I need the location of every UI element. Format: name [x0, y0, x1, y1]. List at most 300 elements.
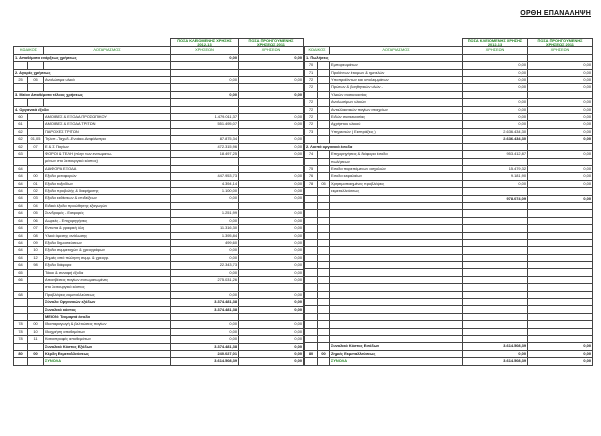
account-code — [305, 247, 318, 254]
account-name — [330, 225, 463, 232]
account-code — [14, 313, 28, 320]
account-name — [330, 313, 463, 320]
account-code — [305, 284, 318, 291]
current-year-value — [463, 210, 528, 217]
account-code — [305, 299, 318, 306]
current-year-value — [463, 202, 528, 209]
sub-code — [318, 269, 330, 276]
account-name — [330, 210, 463, 217]
current-year-value — [463, 321, 528, 328]
account-name — [330, 232, 463, 239]
table-row — [14, 54, 304, 61]
account-code — [14, 284, 28, 291]
previous-year-value: 0,00 — [239, 180, 304, 187]
previous-year-value — [239, 202, 304, 209]
previous-year-value: 0,00 — [239, 232, 304, 239]
account-code: 76 — [305, 173, 318, 180]
table-row — [14, 247, 304, 254]
current-year-value — [171, 69, 239, 76]
table-row — [14, 151, 304, 158]
account-code: 64 — [14, 173, 28, 180]
previous-year-value — [528, 262, 593, 269]
previous-year-value: 0,00 — [239, 269, 304, 276]
account-code: 78 — [14, 336, 28, 343]
current-year-value — [463, 269, 528, 276]
table-row — [305, 232, 593, 239]
current-year-value: 0,00 — [171, 254, 239, 261]
previous-year-value — [239, 313, 304, 320]
previous-year-value: 0,00 — [239, 239, 304, 246]
account-code — [305, 328, 318, 335]
table-row — [14, 165, 304, 172]
account-name: Δωρεές - Επιχορηγήσεις — [44, 217, 171, 224]
previous-year-value — [528, 202, 593, 209]
previous-year-value: 0,00 — [239, 151, 304, 158]
previous-year-value: 0,00 — [239, 291, 304, 298]
current-year-value: 0,00 — [171, 54, 239, 61]
current-year-value: 0,00 — [171, 91, 239, 98]
previous-year-value: 0,00 — [239, 276, 304, 283]
previous-year-value: 0,00 — [239, 351, 304, 358]
previous-year-value: 0,00 — [528, 114, 593, 121]
previous-year-value: 0,00 — [528, 77, 593, 84]
account-name: ΠΑΡΟΧΕΣ ΤΡΙΤΩΝ — [44, 128, 171, 135]
account-name: ΜΕΙΟΝ: Τεκμαρτά έσοδα — [44, 313, 171, 320]
previous-year-value: 0,00 — [239, 343, 304, 350]
current-year-value: 3.374.481,38 — [171, 299, 239, 306]
previous-year-value: 0,00 — [239, 247, 304, 254]
previous-year-value: 0,00 — [239, 121, 304, 128]
previous-year-value — [528, 299, 593, 306]
sub-code: 02 — [28, 188, 44, 195]
previous-year-value — [528, 54, 593, 61]
current-year-value — [463, 225, 528, 232]
table-row — [14, 284, 304, 291]
account-name: Συνολικό Κόστος Εξόδων — [44, 343, 171, 350]
account-code: 72 — [305, 114, 318, 121]
previous-year-value: 0,00 — [528, 121, 593, 128]
sub-code — [318, 299, 330, 306]
previous-year-value: 0,00 — [528, 358, 593, 366]
account-name — [330, 328, 463, 335]
account-code — [305, 210, 318, 217]
current-year-value: 22.343,73 — [171, 262, 239, 269]
previous-year-value: 0,00 — [528, 99, 593, 106]
sub-code — [318, 195, 330, 202]
current-year-value — [463, 247, 528, 254]
sub-code — [318, 335, 330, 342]
sub-code — [318, 106, 330, 113]
previous-year-value: 0,00 — [528, 180, 593, 187]
sub-code — [318, 173, 330, 180]
account-name: Χρησιμοποιημένες προβλέψεις — [330, 180, 463, 187]
sub-code — [318, 158, 330, 165]
account-name: Καταστροφές αποθεμάτων — [44, 336, 171, 343]
table-row — [305, 165, 593, 172]
sub-code: 98 — [28, 262, 44, 269]
current-year-value — [463, 335, 528, 342]
account-code — [305, 91, 318, 98]
account-code — [14, 158, 28, 165]
account-name: Ιδιοπαραγωγή & βελτιώσεις παγίων — [44, 321, 171, 328]
sub-code — [28, 276, 44, 283]
previous-year-value — [528, 91, 593, 98]
section-heading: 2. Αγορές χρήσεως — [14, 69, 171, 76]
current-year-value — [463, 313, 528, 320]
sub-code: 08 — [28, 232, 44, 239]
table-row — [14, 210, 304, 217]
previous-year-value: 0,00 — [239, 306, 304, 313]
account-code — [305, 262, 318, 269]
account-name: Εξοδα ταξειδίων — [44, 180, 171, 187]
account-code: 72 — [305, 99, 318, 106]
account-code: 68 — [14, 291, 28, 298]
table-row — [14, 195, 304, 202]
previous-year-value: 0,00 — [239, 358, 304, 365]
table-row — [305, 217, 593, 224]
previous-year-value: 0,00 — [239, 195, 304, 202]
account-code — [305, 343, 318, 350]
account-name: Κέρδη Εκμεταλλεύσεως — [44, 351, 171, 358]
account-code: 62 — [14, 143, 28, 150]
usage-header-cur: ΧΡΗΣΕΩΝ — [463, 47, 528, 54]
account-name: Εξοδα δημοσιεύσεων — [44, 239, 171, 246]
account-code: 64 — [14, 195, 28, 202]
previous-year-value — [528, 276, 593, 283]
account-name — [330, 195, 463, 202]
account-code: 71 — [305, 69, 318, 76]
table-row — [305, 69, 593, 76]
current-year-value: 0,00 — [463, 69, 528, 76]
account-name: στο λειτουργικό κόστος — [44, 284, 171, 291]
account-code — [305, 254, 318, 261]
account-code — [305, 202, 318, 209]
current-year-value — [463, 291, 528, 298]
previous-year-value — [239, 128, 304, 135]
table-row — [14, 143, 304, 150]
current-year-value: 0,00 — [171, 336, 239, 343]
previous-year-value — [239, 165, 304, 172]
sub-code — [318, 69, 330, 76]
column-header-row — [14, 47, 304, 54]
table-row — [14, 358, 304, 365]
table-row — [14, 180, 304, 187]
previous-year-value — [239, 69, 304, 76]
account-name: Αχρήστου υλικού — [330, 121, 463, 128]
current-year-value: 18.497,25 — [171, 151, 239, 158]
account-code — [305, 217, 318, 224]
current-year-value: 953.412,87 — [463, 151, 528, 158]
table-row — [14, 121, 304, 128]
account-code: 72 — [305, 77, 318, 84]
previous-year-value: 0,00 — [528, 136, 593, 143]
table-row — [305, 62, 593, 69]
account-name — [330, 202, 463, 209]
account-name — [330, 269, 463, 276]
current-year-value — [463, 54, 528, 61]
previous-year-value — [528, 247, 593, 254]
account-code: 64 — [14, 232, 28, 239]
sub-code — [318, 276, 330, 283]
account-name: μένων στο λειτουργικό κόστος) — [44, 158, 171, 165]
account-code: 64 — [14, 247, 28, 254]
sub-code — [28, 291, 44, 298]
current-year-value: 3.614.508,39 — [171, 358, 239, 365]
table-row — [305, 225, 593, 232]
current-year-value: 0,00 — [171, 291, 239, 298]
account-code: 72 — [305, 106, 318, 113]
current-year-value: 447.953,73 — [171, 173, 239, 180]
account-code — [305, 276, 318, 283]
expenses-table — [13, 38, 304, 366]
sub-code — [318, 62, 330, 69]
account-name: Ζημιές από πώληση συμμ. & χρεογρ. — [44, 254, 171, 261]
previous-year-value: 0,00 — [239, 254, 304, 261]
table-row — [14, 77, 304, 84]
account-name — [330, 299, 463, 306]
account-name: Συνδρομές - Εισφορές — [44, 210, 171, 217]
account-code: 72 — [305, 84, 318, 91]
account-code: 60 — [14, 114, 28, 121]
column-header-row — [305, 47, 593, 54]
current-year-value — [463, 91, 528, 98]
sub-code: 07 — [28, 225, 44, 232]
previous-year-value — [528, 284, 593, 291]
sub-code — [318, 306, 330, 313]
table-row — [305, 143, 593, 150]
sub-code: 09 — [28, 239, 44, 246]
account-name: Πρώτων & βοηθητικών υλών - — [330, 84, 463, 91]
table-row — [14, 128, 304, 135]
current-year-value: 3.614.508,39 — [463, 343, 528, 350]
current-year-value: 0,00 — [463, 99, 528, 106]
sub-code: 04 — [28, 202, 44, 209]
sub-code: 11 — [28, 336, 44, 343]
account-name: Ιδιοχρήση αποθεμάτων — [44, 328, 171, 335]
sub-code — [318, 239, 330, 246]
current-year-value — [463, 284, 528, 291]
account-code: 25 — [14, 77, 28, 84]
account-code: 64 — [14, 202, 28, 209]
previous-year-value — [239, 62, 304, 69]
current-year-value: 0,00 — [463, 84, 528, 91]
previous-year-value: 0,00 — [528, 151, 593, 158]
sub-code — [318, 321, 330, 328]
table-row — [14, 136, 304, 143]
current-year-value: 4.394,14 — [171, 180, 239, 187]
year-header-row — [305, 39, 593, 47]
account-code — [305, 195, 318, 202]
sub-code: 12 — [28, 254, 44, 261]
previous-year-value: 0,00 — [239, 262, 304, 269]
account-header: ΛΟΓΑΡΙΑΣΜΟΣ — [44, 47, 171, 54]
sub-code: 05 — [28, 210, 44, 217]
table-row — [305, 343, 593, 350]
previous-year-value: 0,00 — [239, 136, 304, 143]
previous-year-value — [528, 225, 593, 232]
account-code — [305, 306, 318, 313]
sub-code: 10 — [28, 247, 44, 254]
sub-code: 05 — [28, 77, 44, 84]
account-name: Εξοδα προβολής & διαφήμισης — [44, 188, 171, 195]
previous-year-value — [528, 254, 593, 261]
previous-year-value — [528, 217, 593, 224]
account-name: Αποσβέσεις παγίων ενσωματωμένες — [44, 276, 171, 283]
previous-year-value: 0,00 — [528, 343, 593, 350]
table-row — [305, 54, 593, 61]
section-heading: 1. Αποθέματα ενάρξεως χρήσεως — [14, 54, 171, 61]
table-row — [305, 77, 593, 84]
current-year-value — [463, 306, 528, 313]
sub-code — [318, 254, 330, 261]
table-row — [14, 306, 304, 313]
account-code — [305, 335, 318, 342]
sub-code — [28, 284, 44, 291]
previous-year-value — [528, 313, 593, 320]
sub-code — [28, 99, 44, 106]
account-name: ΑΜΟΙΒΕΣ & ΕΞΟΔΑ ΤΡΙΤΩΝ — [44, 121, 171, 128]
current-year-value: 0,00 — [463, 62, 528, 69]
account-name: ΣΥΝΟΛΑ — [44, 358, 171, 365]
table-row — [14, 254, 304, 261]
table-row — [305, 299, 593, 306]
table-row — [305, 328, 593, 335]
account-name: Προβλέψεις εκμεταλλεύσεως — [44, 291, 171, 298]
account-name: Εξοδα μεταφορών — [44, 173, 171, 180]
sub-code — [28, 343, 44, 350]
table-row — [14, 232, 304, 239]
account-code: 62 — [14, 136, 28, 143]
current-year-value: 0,00 — [171, 217, 239, 224]
sub-code — [28, 299, 44, 306]
current-year-value: 1.100,00 — [171, 188, 239, 195]
current-year-value: 2.636.434,30 — [463, 136, 528, 143]
account-name: ΑΜΟΙΒΕΣ & ΕΞΟΔΑ ΠΡΟΣΩΠΙΚΟΥ — [44, 114, 171, 121]
table-row — [14, 188, 304, 195]
sub-code — [318, 217, 330, 224]
current-year-value: 1.479.011,37 — [171, 114, 239, 121]
code-header: ΚΩΔΙΚΟΣ — [14, 47, 44, 54]
account-code — [14, 62, 28, 69]
table-row — [14, 328, 304, 335]
account-name: ΣΥΝΟΛΑ — [330, 358, 463, 366]
account-code — [14, 84, 28, 91]
account-name: Συνολικό Κόστος Εσόδων — [330, 343, 463, 350]
account-code — [305, 232, 318, 239]
previous-year-value: 0,00 — [239, 299, 304, 306]
sub-code — [28, 269, 44, 276]
table-row — [14, 217, 304, 224]
current-year-value: 0,00 — [171, 195, 239, 202]
account-code — [305, 158, 318, 165]
sub-code — [28, 62, 44, 69]
account-name — [330, 306, 463, 313]
sub-code: 00 — [28, 351, 44, 358]
account-code: 65 — [14, 269, 28, 276]
current-year-value: 1.395,84 — [171, 232, 239, 239]
table-row — [305, 291, 593, 298]
previous-year-value: 0,00 — [528, 62, 593, 69]
sub-code — [28, 358, 44, 365]
account-code — [305, 136, 318, 143]
sub-code — [318, 91, 330, 98]
sub-code — [318, 84, 330, 91]
sub-code: 07 — [28, 143, 44, 150]
current-year-value — [463, 158, 528, 165]
previous-year-value — [528, 210, 593, 217]
table-row — [14, 69, 304, 76]
table-row — [305, 358, 593, 366]
previous-year-value: 0,00 — [239, 173, 304, 180]
sub-code — [318, 202, 330, 209]
sub-code — [318, 121, 330, 128]
account-name: Υλικά άμεσης ανάλωσης — [44, 232, 171, 239]
account-code: 64 — [14, 225, 28, 232]
sub-code — [28, 313, 44, 320]
sub-code — [318, 343, 330, 350]
sub-code — [318, 262, 330, 269]
table-row — [14, 262, 304, 269]
previous-year-value: 0,00 — [528, 128, 593, 135]
account-code — [305, 269, 318, 276]
account-code: 78 — [305, 180, 318, 187]
previous-year-value: 0,00 — [528, 173, 593, 180]
account-code: 62 — [14, 128, 28, 135]
table-row — [305, 158, 593, 165]
previous-year-value: 0,00 — [239, 143, 304, 150]
current-year-value — [463, 262, 528, 269]
account-code: 66 — [14, 276, 28, 283]
sub-code — [318, 328, 330, 335]
table-row — [14, 99, 304, 106]
account-header: ΛΟΓΑΡΙΑΣΜΟΣ — [330, 47, 463, 54]
sub-code — [318, 313, 330, 320]
section-heading: 2. Λοιπά οργανικά έσοδα — [305, 143, 463, 150]
previous-year-value: 0,00 — [239, 336, 304, 343]
current-year-value — [463, 299, 528, 306]
account-name: Προϊόντων έτοιμων & ημιτελών — [330, 69, 463, 76]
current-year-value — [463, 276, 528, 283]
table-row — [305, 173, 593, 180]
sub-code — [28, 128, 44, 135]
table-row — [305, 128, 593, 135]
table-row — [305, 262, 593, 269]
current-year-value — [463, 143, 528, 150]
account-code: 64 — [14, 165, 28, 172]
previous-year-value: 0,00 — [528, 84, 593, 91]
current-year-value: 15.479,32 — [463, 165, 528, 172]
account-name: Υλικών συσκευασίας — [330, 91, 463, 98]
table-row — [305, 313, 593, 320]
account-code: 78 — [14, 328, 28, 335]
previous-year-value: 0,00 — [528, 350, 593, 357]
previous-year-value: 0,00 — [239, 217, 304, 224]
table-row — [14, 114, 304, 121]
sub-code — [318, 151, 330, 158]
account-name: Εξοδα συμμετοχών & χρεογράφων — [44, 247, 171, 254]
account-code: 64 — [14, 210, 28, 217]
account-name: Ειδικά έξοδα προώθησης εξαγωγών — [44, 202, 171, 209]
table-row — [305, 247, 593, 254]
cur-year-header: ΠΟΣΑ ΚΛΕΙΟΜΕΝΗΣ ΧΡΗΣΗΣ 2012-13 — [463, 39, 528, 47]
account-name: Αναλωσίμων υλικών — [330, 99, 463, 106]
previous-year-value — [239, 84, 304, 91]
prev-year-header: ΠΟΣΑ ΠΡΟΗΓΟΥΜΕΝΗΣ ΧΡΗΣΕΩΣ 2011 — [528, 39, 593, 47]
account-name: Ζημιές Εκμεταλλεύσεως — [330, 350, 463, 357]
previous-year-value: 0,00 — [528, 106, 593, 113]
current-year-value: 0,00 — [463, 106, 528, 113]
table-row — [305, 350, 593, 357]
